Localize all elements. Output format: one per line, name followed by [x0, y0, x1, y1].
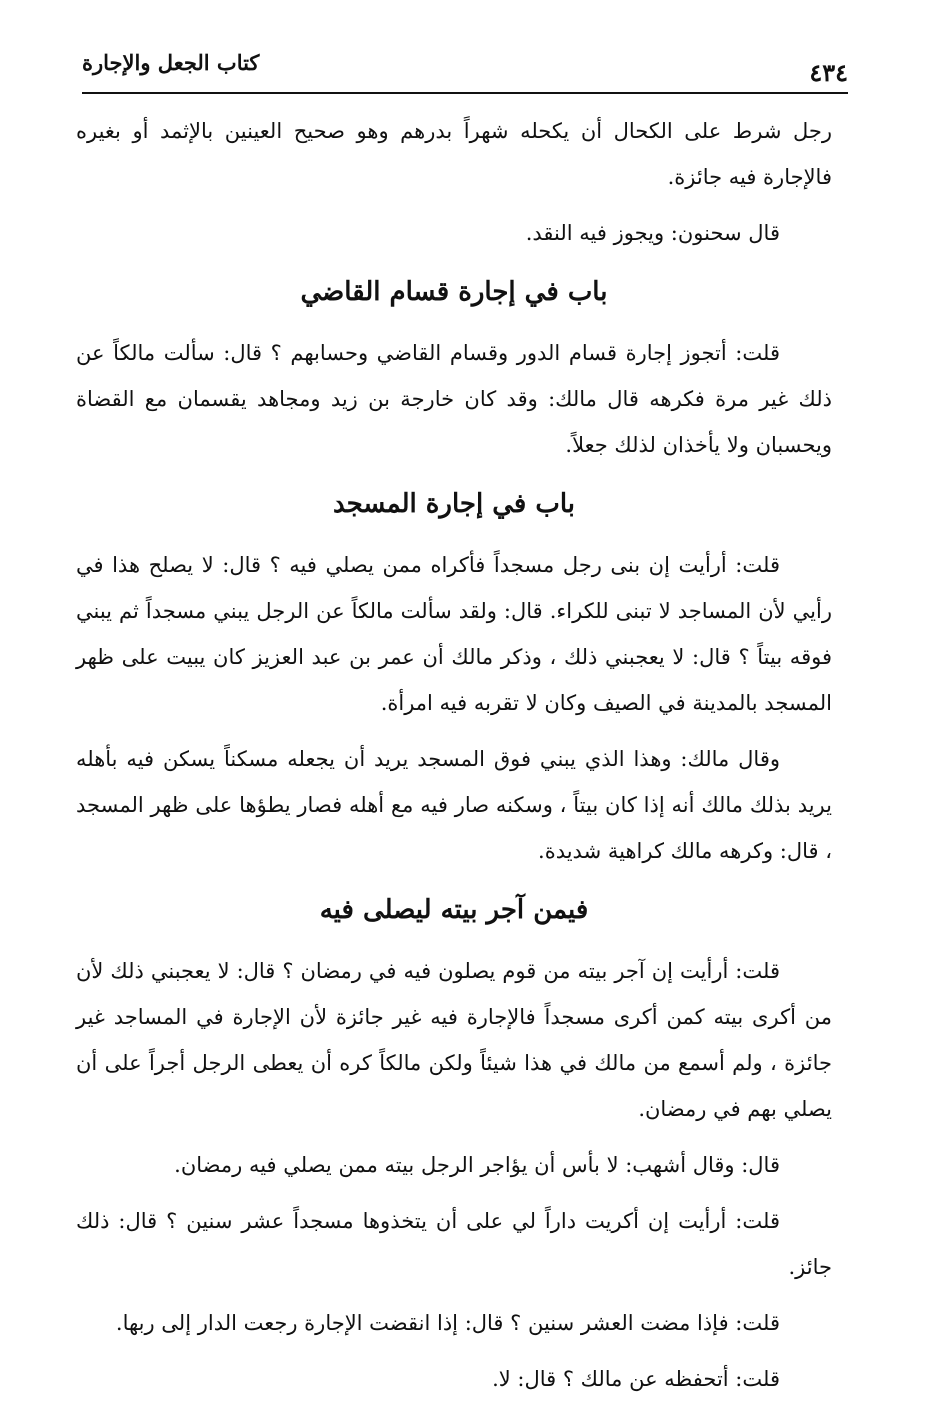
paragraph: قال سحنون: ويجوز فيه النقد. [525, 221, 780, 245]
section-heading: فيمن آجر بيته ليصلى فيه [319, 895, 589, 925]
page-body [76, 108, 832, 1412]
paragraph: قال: وقال أشهب: لا بأس أن يؤاجر الرجل بيته ممن يصلي فيه رمضان. [174, 1153, 780, 1177]
paragraph: قلت: فإذا مضت العشر سنين ؟ قال: إذا انقضت الإجارة رجعت الدار إلى ربها. [115, 1311, 780, 1335]
section-heading: باب في إجارة المسجد [332, 489, 576, 519]
section-heading: باب في إجارة قسام القاضي [300, 277, 608, 307]
paragraph: قلت: أتحفظه عن مالك ؟ قال: لا. [492, 1367, 780, 1391]
book-title: كتاب الجعل والإجارة [82, 50, 260, 75]
paragraph: قلت: أرأيت إن آجر بيته من قوم يصلون فيه في رمضان ؟ قال: لا يعجبني ذلك لأن من أكرى بيته كمن أكرى مسجداً فالإجارة فيه غير جائزة لأن الإجارة في المساجد غير جائزة ، ولم أسمع من مالك في هذا شيئاً ولكن مالكاً كره أن يعطى الرجل أجراً على أن يصلي بهم في رمضان. [76, 959, 832, 1121]
paragraph: وقال مالك: وهذا الذي يبني فوق المسجد يريد أن يجعله مسكناً يسكن فيه بأهله يريد بذلك مالك أنه إذا كان بيتاً ، وسكنه صار فيه مع أهله فصار يطؤها على ظهر المسجد ، قال: وكرهه مالك كراهية شديدة. [76, 747, 832, 863]
page-number: ٤٣٤ [809, 58, 848, 87]
paragraph: رجل شرط على الكحال أن يكحله شهراً بدرهم وهو صحيح العينين بالإثمد أو بغيره فالإجارة فيه جائزة. [76, 119, 832, 189]
paragraph: قلت: أرأيت إن أكريت داراً لي على أن يتخذوها مسجداً عشر سنين ؟ قال: ذلك جائز. [76, 1209, 832, 1279]
paragraph: قلت: أرأيت إن بنى رجل مسجداً فأكراه ممن يصلي فيه ؟ قال: لا يصلح هذا في رأيي لأن المساجد لا تبنى للكراء. قال: ولقد سألت مالكاً عن الرجل يبني مسجداً ثم يبني فوقه بيتاً ؟ قال: لا يعجبني ذلك ، وذكر مالك أن عمر بن عبد العزيز كان يبيت على ظهر المسجد بالمدينة في الصيف وكان لا تقربه فيه امرأة. [76, 553, 832, 715]
paragraph: قلت: أتجوز إجارة قسام الدور وقسام القاضي وحسابهم ؟ قال: سألت مالكاً عن ذلك غير مرة فكرهه قال مالك: وقد كان خارجة بن زيد ومجاهد يقسمان مع القضاة ويحسبان ولا يأخذان لذلك جعلاً. [76, 341, 832, 457]
running-header [82, 40, 848, 94]
